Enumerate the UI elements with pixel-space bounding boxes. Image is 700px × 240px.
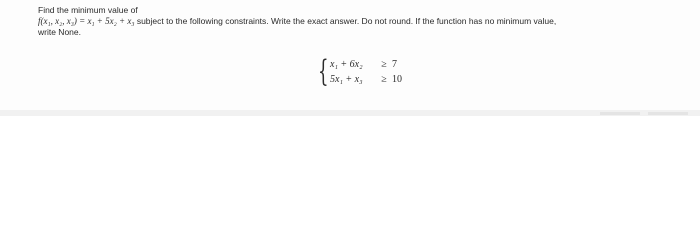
objective-function: f(x₁, x₂, x₃) = x₁ + 5x₂ + x₃ xyxy=(38,16,135,26)
question-line-3: write None. xyxy=(38,27,81,37)
constraint-lhs: 5x₁ + x₃ xyxy=(330,74,363,85)
strip-mark xyxy=(648,112,688,115)
constraint-row xyxy=(330,58,402,71)
constraint-rhs: 7 xyxy=(392,59,397,70)
constraint-relation: ≥ xyxy=(381,59,387,70)
question-line-2-rest: subject to the following constraints. Write the exact answer. Do not round. If the function has no minimum value, xyxy=(134,16,557,26)
constraint-list xyxy=(330,58,402,86)
constraint-row xyxy=(330,73,402,86)
constraint-relation: ≥ xyxy=(381,74,387,85)
left-brace: { xyxy=(318,54,329,89)
question-page xyxy=(0,0,700,116)
bottom-divider xyxy=(0,110,700,116)
question-line-1: Find the minimum value of xyxy=(38,5,138,15)
constraint-rhs: 10 xyxy=(392,74,402,85)
constraint-lhs: x₁ + 6x₂ xyxy=(330,59,363,70)
question-line-2 xyxy=(38,16,678,27)
question-text xyxy=(38,5,678,38)
constraint-system xyxy=(318,54,402,89)
strip-mark xyxy=(600,112,640,115)
